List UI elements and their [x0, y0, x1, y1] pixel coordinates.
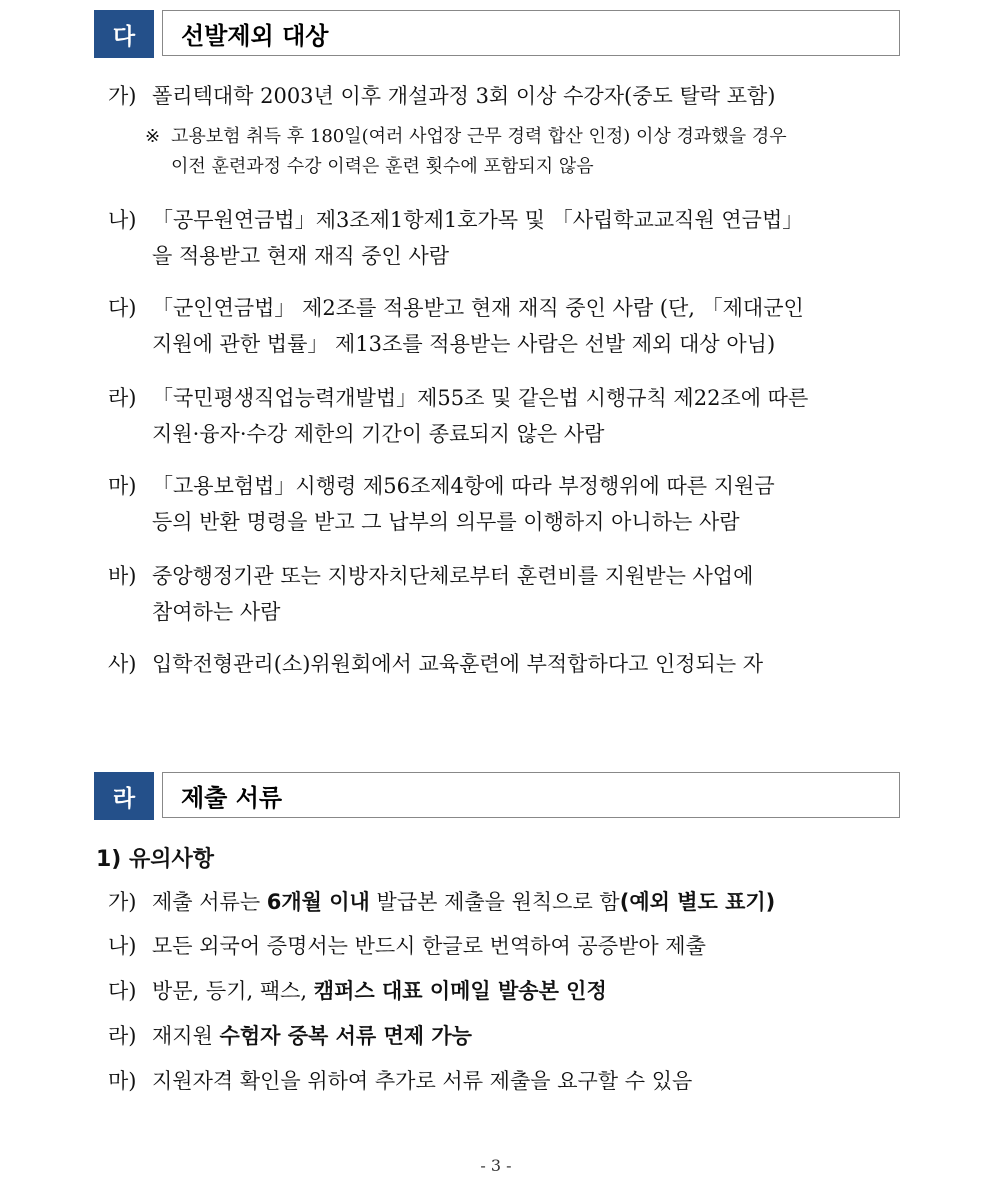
item-text: 지원에 관한 법률」 제13조를 적용받는 사람은 선발 제외 대상 아님) [152, 332, 776, 356]
item-text: 중앙행정기관 또는 지방자치단체로부터 훈련비를 지원받는 사업에 [152, 564, 754, 588]
item-text: 등의 반환 명령을 받고 그 납부의 의무를 이행하지 아니하는 사람 [152, 510, 740, 534]
item-text: 입학전형관리(소)위원회에서 교육훈련에 부적합하다고 인정되는 자 [152, 652, 764, 676]
reference-mark-icon: ※ [145, 126, 161, 147]
item-emphasis: 캠퍼스 대표 이메일 발송본 인정 [313, 979, 607, 1003]
item-text: 제출 서류는 [152, 890, 267, 914]
item-marker: 라) [108, 386, 137, 410]
item-text: 지원·융자·수강 제한의 기간이 종료되지 않은 사람 [152, 422, 605, 446]
item-marker: 가) [108, 84, 137, 108]
item-text: 을 적용받고 현재 재직 중인 사람 [152, 244, 450, 268]
item-text: 「국민평생직업능력개발법」제55조 및 같은법 시행규칙 제22조에 따른 [152, 386, 809, 410]
item-emphasis: 6개월 이내 [266, 890, 370, 914]
item-marker: 마) [108, 1069, 137, 1093]
item-text: 폴리텍대학 2003년 이후 개설과정 3회 이상 수강자(중도 탈락 포함) [152, 84, 776, 108]
item-text: 모든 외국어 증명서는 반드시 한글로 번역하여 공증받아 제출 [152, 934, 706, 958]
item-marker: 사) [108, 652, 137, 676]
section-badge: 라 [94, 772, 154, 820]
section-badge: 다 [94, 10, 154, 58]
subheading-notes: 1) 유의사항 [96, 847, 215, 872]
item-text: 참여하는 사람 [152, 600, 281, 624]
item-text: 「고용보험법」시행령 제56조제4항에 따라 부정행위에 따른 지원금 [152, 474, 775, 498]
item-marker: 나) [108, 208, 137, 232]
item-marker: 바) [108, 564, 137, 588]
note-text: 이전 훈련과정 수강 이력은 훈련 횟수에 포함되지 않음 [171, 156, 594, 177]
item-marker: 다) [108, 979, 137, 1003]
item-marker: 가) [108, 890, 137, 914]
item-emphasis: (예외 별도 표기) [619, 890, 776, 914]
section-title: 제출 서류 [162, 772, 900, 818]
item-text: 「공무원연금법」제3조제1항제1호가목 및 「사립학교교직원 연금법」 [152, 208, 804, 232]
item-text: 발급본 제출을 원칙으로 함 [369, 890, 620, 914]
section-title: 선발제외 대상 [162, 10, 900, 56]
item-text: 지원자격 확인을 위하여 추가로 서류 제출을 요구할 수 있음 [152, 1069, 693, 1093]
section-header-exclusion [94, 10, 900, 58]
item-marker: 라) [108, 1024, 137, 1048]
note-text: 고용보험 취득 후 180일(여러 사업장 근무 경력 합산 인정) 이상 경과했을 경우 [171, 126, 787, 147]
page-number: - 3 - [480, 1156, 512, 1175]
item-emphasis: 수험자 중복 서류 면제 가능 [219, 1024, 472, 1048]
item-text: 재지원 [152, 1024, 220, 1048]
item-text: 「군인연금법」 제2조를 적용받고 현재 재직 중인 사람 (단, 「제대군인 [152, 296, 804, 320]
item-marker: 다) [108, 296, 137, 320]
section-header-documents [94, 772, 900, 820]
item-marker: 마) [108, 474, 137, 498]
item-text: 방문, 등기, 팩스, [152, 979, 314, 1003]
item-marker: 나) [108, 934, 137, 958]
